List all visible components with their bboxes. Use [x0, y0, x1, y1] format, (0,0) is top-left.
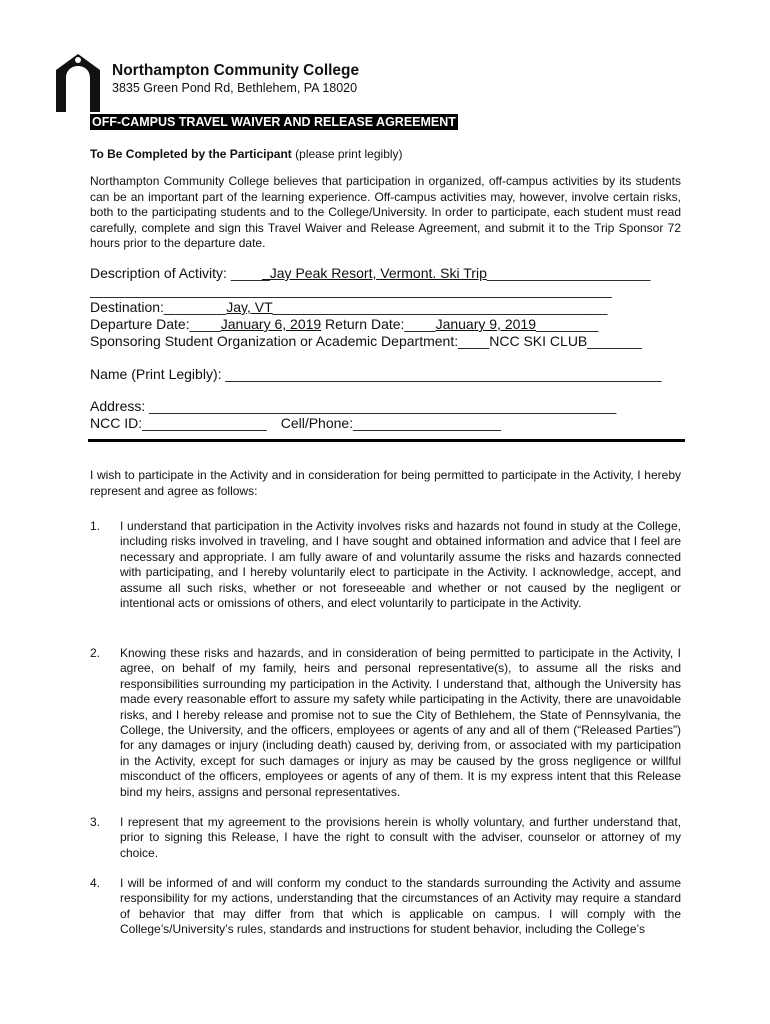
activity-label: Description of Activity: ____ — [90, 265, 262, 281]
activity-tail: _____________________ — [486, 265, 651, 281]
list-item — [90, 519, 681, 611]
college-name: Northampton Community College — [112, 62, 360, 79]
document-title: OFF-CAMPUS TRAVEL WAIVER AND RELEASE AGREEMENT — [92, 115, 456, 129]
instructions-bold: To Be Completed by the Participant — [90, 147, 292, 161]
instructions — [90, 147, 403, 161]
item-number: 3. — [90, 815, 101, 829]
id-phone-field[interactable] — [90, 415, 501, 432]
destination-field[interactable] — [90, 299, 607, 316]
item-number: 4. — [90, 876, 101, 890]
item-text: I understand that participation in the Activity involves risks and hazards not found in study at the College, including risks involved in traveling, and I have sought and obtained information and advice that I feel are necessary and appropriate. I am fully aware of and voluntarily assume the risks and hazards connected with participating, and I hereby voluntarily elect to participate in the Activity. I acknowledge, accept, and assume all such risks, whether or not foreseeable and whether or not caused by the negligent or intentional acts or omissions of others, and elect voluntarily to participate in the Activity. — [120, 519, 681, 611]
departure-value: January 6, 2019 — [220, 316, 322, 332]
item-text: Knowing these risks and hazards, and in consideration of being permitted to participate in the Activity, I agree, on behalf of my family, heirs and personal representative(s), to assume all the risks and responsibilities surrounding my participation in the Activity. I understand that, although the University has made every reasonable effort to assure my safety while participating in the Activity, there are unavoidable risks, and I hereby release and promise not to sue the City of Bethlehem, the State of Pennsylvania, the College, the University, and the officers, employees or agents of any and all of them (“Released Parties”) for any damages or injury (including death) caused by, deriving from, or associated with my participation in the Activity, except for such damages or injury as may be caused by the gross negligence or willful misconduct of the officers, employees or agents of any of them. It is my express intent that this Release bind my heirs, assigns and personal representatives. — [120, 646, 681, 799]
activity-continuation-line[interactable]: ___________________________________________________________________ — [90, 282, 612, 298]
return-value: January 9, 2019 — [435, 316, 536, 332]
list-item — [90, 815, 681, 861]
college-address: 3835 Green Pond Rd, Bethlehem, PA 18020 — [112, 81, 358, 95]
item-text: I will be informed of and will conform my conduct to the standards surrounding the Activity and assume responsibility for my actions, understanding that the circumstances of an Activity may require a standard of behavior that may differ from that which is applicable on campus. I will comply with the College’s/University’s rules, standards and instructions for student behavior, including the College’s — [120, 876, 681, 937]
agreement-intro: I wish to participate in the Activity and in consideration for being permitted to participate in the Activity, I hereby represent and agree as follows: — [90, 468, 681, 498]
college-logo — [52, 52, 104, 116]
phone-label: Cell/Phone:___________________ — [280, 415, 502, 431]
address-field[interactable]: Address: ____________________________________________________________ — [90, 398, 617, 414]
nccid-label: NCC ID:________________ — [90, 415, 267, 431]
destination-label: Destination:________ — [90, 299, 227, 315]
dates-field[interactable] — [90, 316, 598, 333]
item-number: 2. — [90, 646, 101, 660]
list-item — [90, 876, 681, 938]
activity-value: _Jay Peak Resort, Vermont. Ski Trip — [261, 265, 487, 281]
intro-paragraph: Northampton Community College believes that participation in organized, off-campus activities by its students can be an important part of the learning experience. Off-campus activities may, however, involve certain risks, both to the participating students and to the College/University. In order to participate, each student must read carefully, complete and sign this Travel Waiver and Release Agreement, and submit it to the Trip Sponsor 72 hours prior to the departure date. — [90, 174, 681, 250]
instructions-note: (please print legibly) — [291, 147, 403, 161]
list-item — [90, 646, 681, 800]
destination-tail: ___________________________________________ — [272, 299, 608, 315]
destination-value: Jay, VT — [226, 299, 273, 315]
departure-label: Departure Date:____ — [90, 316, 221, 332]
sponsor-tail: _______ — [587, 333, 642, 349]
name-field[interactable]: Name (Print Legibly): ________________________________________________________ — [90, 366, 662, 382]
return-tail: ________ — [535, 316, 599, 332]
item-text: I represent that my agreement to the provisions herein is wholly voluntary, and further understand that, prior to signing this Release, I have the right to consult with the adviser, counselor or attorney of my choice. — [120, 815, 681, 860]
return-label: Return Date:____ — [321, 316, 436, 332]
item-number: 1. — [90, 519, 101, 533]
sponsor-value: NCC SKI CLUB — [489, 333, 588, 349]
sponsor-label: Sponsoring Student Organization or Academic Department:____ — [90, 333, 490, 349]
section-divider — [88, 439, 685, 442]
activity-field[interactable] — [90, 265, 650, 282]
sponsor-field[interactable] — [90, 333, 642, 350]
